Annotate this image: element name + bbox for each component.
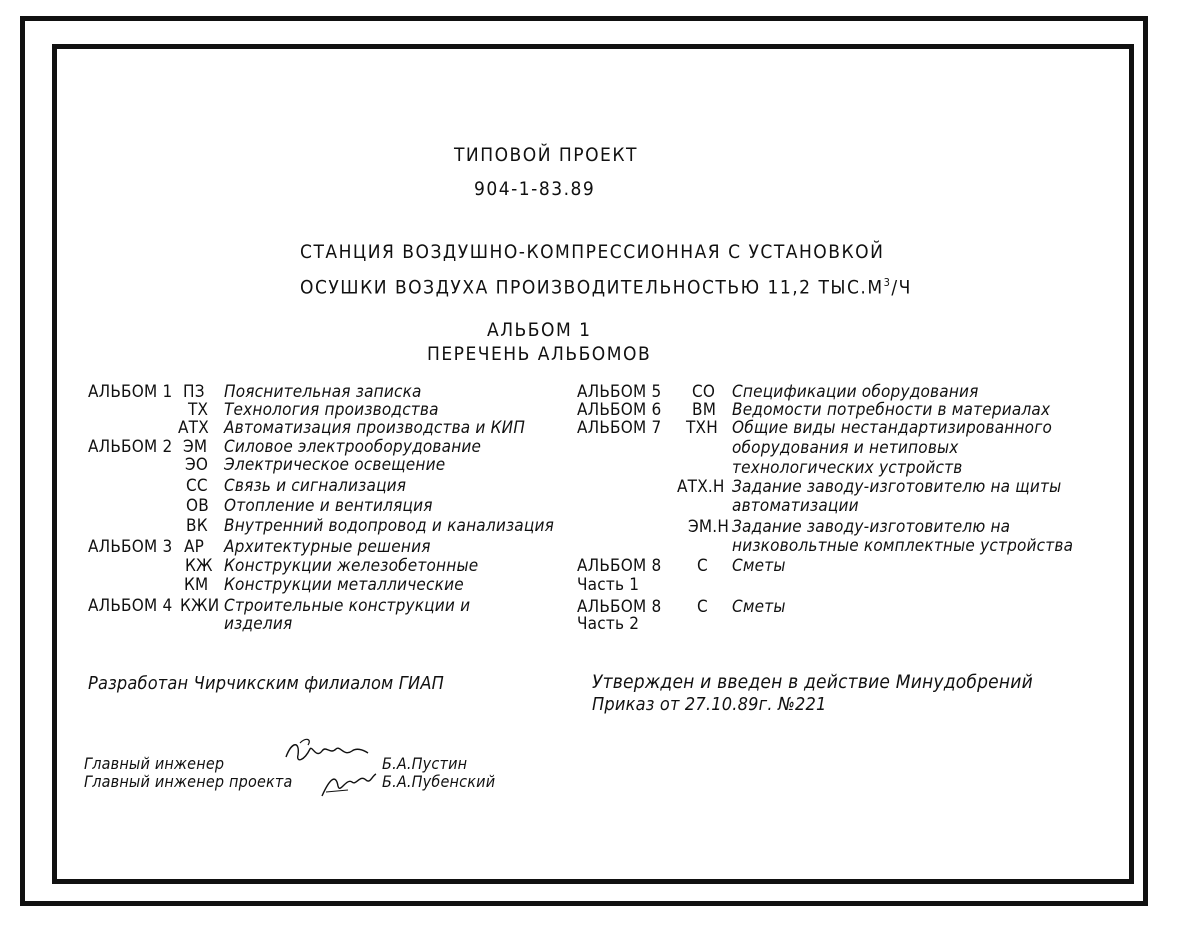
album-description: Ведомости потребности в материалах [732, 400, 1051, 420]
album-description: Отопление и вентиляция [224, 496, 433, 516]
album-description: Сметы [732, 556, 786, 576]
album-code: ТХ [188, 400, 209, 420]
approval-line1: Утвержден и введен в действие Минудобрений [592, 671, 1033, 693]
project-title-line1: СТАНЦИЯ ВОЗДУШНО-КОМПРЕССИОННАЯ С УСТАНОВКОЙ [300, 241, 885, 263]
album-description: низковольтные комплектные устройства [732, 536, 1074, 556]
album-code: АТХ [178, 418, 209, 438]
album-description: Конструкции металлические [224, 575, 464, 595]
signature-role: Главный инженер [84, 754, 225, 773]
album-code: СО [692, 382, 716, 402]
album-code: ЭМ.Н [688, 517, 730, 537]
album-label: АЛЬБОМ 3 [88, 537, 173, 557]
album-part: Часть 1 [577, 575, 640, 595]
album-code: ОВ [186, 496, 209, 516]
album-code: ВК [186, 516, 208, 536]
signature-name: Б.А.Пустин [382, 754, 468, 773]
album-part: Часть 2 [577, 614, 640, 634]
album-description: Спецификации оборудования [732, 382, 979, 402]
album-code: КЖИ [180, 596, 220, 616]
developer-note: Разработан Чирчикским филиалом ГИАП [88, 673, 444, 694]
album-description: Задание заводу-изготовителю на щиты [732, 477, 1062, 497]
album-code: ЭМ [183, 437, 208, 457]
album-description: Задание заводу-изготовителю на [732, 517, 1011, 537]
album-label: АЛЬБОМ 7 [577, 418, 662, 438]
signature-role: Главный инженер проекта [84, 772, 293, 791]
album-code: ТХН [686, 418, 718, 438]
title-tail: /Ч [891, 276, 912, 299]
album-label: АЛЬБОМ 8 [577, 556, 662, 576]
album-code: С [697, 556, 708, 576]
album-label: АЛЬБОМ 6 [577, 400, 662, 420]
title-superscript: 3 [883, 276, 892, 289]
album-code: ПЗ [183, 382, 205, 402]
album-code: АТХ.Н [677, 477, 725, 497]
signature-name: Б.А.Пубенский [382, 772, 496, 791]
album-label: АЛЬБОМ 5 [577, 382, 662, 402]
album-description: Архитектурные решения [224, 537, 431, 557]
album-description: Связь и сигнализация [224, 476, 407, 496]
album-description: Конструкции железобетонные [224, 556, 479, 576]
album-code: КМ [184, 575, 209, 595]
album-label: АЛЬБОМ 1 [88, 382, 173, 402]
album-code: ЭО [185, 455, 209, 475]
album-description: Электрическое освещение [224, 455, 446, 475]
project-number: 904-1-83.89 [474, 178, 596, 200]
document-type: ТИПОВОЙ ПРОЕКТ [454, 144, 638, 166]
album-description: изделия [224, 614, 293, 634]
album-description: Сметы [732, 597, 786, 617]
album-description: Внутренний водопровод и канализация [224, 516, 555, 536]
album-label: АЛЬБОМ 4 [88, 596, 173, 616]
title-main: ОСУШКИ ВОЗДУХА ПРОИЗВОДИТЕЛЬНОСТЬЮ 11,2 ТЫС.М [300, 276, 884, 299]
album-description: автоматизации [732, 496, 859, 516]
album-label: АЛЬБОМ 2 [88, 437, 173, 457]
album-description: Автоматизация производства и КИП [224, 418, 526, 438]
album-description: Общие виды нестандартизированного [732, 418, 1053, 438]
album-description: оборудования и нетиповых [732, 438, 959, 458]
album-label: АЛЬБОМ 8 [577, 597, 662, 617]
handwritten-signature-1 [282, 735, 372, 769]
list-heading: ПЕРЕЧЕНЬ АЛЬБОМОВ [427, 343, 652, 365]
album-description: Строительные конструкции и [224, 596, 471, 616]
album-code: АР [184, 537, 205, 557]
album-description: Технология производства [224, 400, 439, 420]
album-description: Силовое электрооборудование [224, 437, 482, 457]
album-code: СС [186, 476, 208, 496]
album-code: С [697, 597, 708, 617]
handwritten-signature-2 [318, 768, 380, 800]
album-number: АЛЬБОМ 1 [487, 319, 592, 341]
album-code: КЖ [185, 556, 213, 576]
album-code: ВМ [692, 400, 717, 420]
album-description: Пояснительная записка [224, 382, 422, 402]
project-title-line2 [300, 274, 912, 299]
album-description: технологических устройств [732, 458, 963, 478]
approval-line2: Приказ от 27.10.89г. №221 [592, 694, 827, 715]
